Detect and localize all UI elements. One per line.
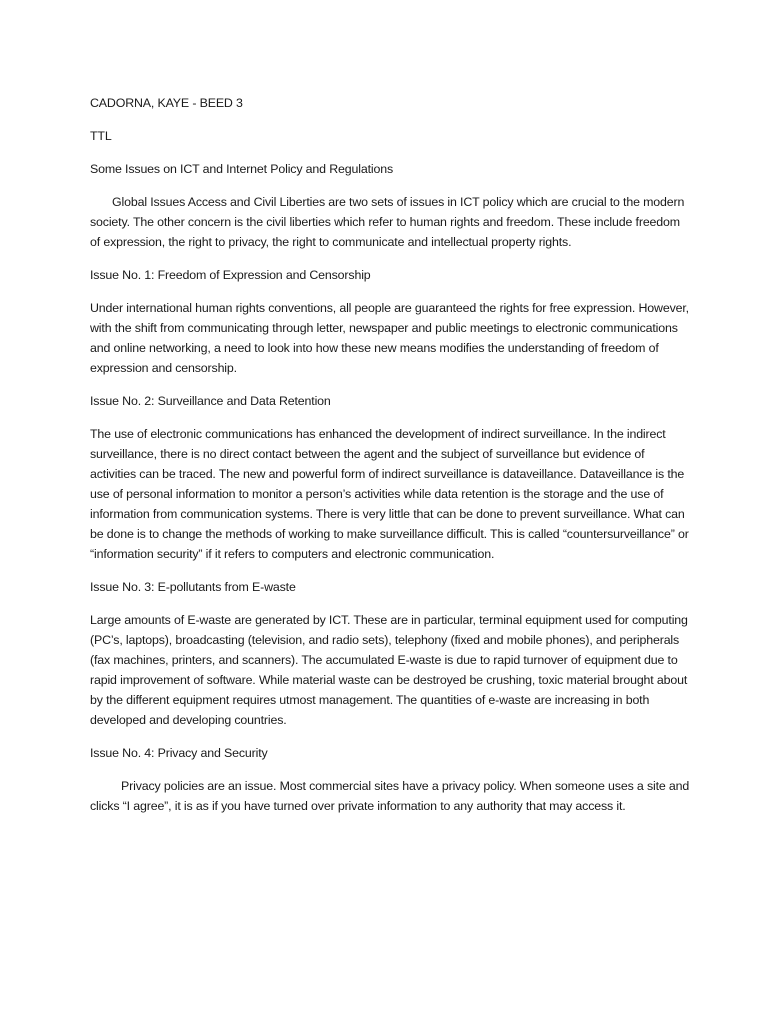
document-title: Some Issues on ICT and Internet Policy and Regulations — [90, 162, 393, 176]
issue-heading: Issue No. 3: E-pollutants from E-waste — [90, 580, 296, 594]
issue-heading: Issue No. 4: Privacy and Security — [90, 746, 268, 760]
course-line: TTL — [90, 129, 112, 143]
issue-paragraph: Under international human rights conventions, all people are guaranteed the rights for free expression. However, with the shift from communicating through letter, newspaper and public meetings to electronic communications and online networking, a need to look into how these new means modifies the understanding of freedom of expression and censorship. — [90, 301, 689, 375]
intro-paragraph: Global Issues Access and Civil Liberties are two sets of issues in ICT policy which are crucial to the modern society. The other concern is the civil liberties which refer to human rights and freedom. These include freedom of expression, the right to privacy, the right to communicate and intellectual property rights. — [90, 195, 685, 249]
document-body — [90, 93, 690, 829]
issue-heading: Issue No. 2: Surveillance and Data Retention — [90, 394, 331, 408]
issue-paragraph: Large amounts of E-waste are generated by ICT. These are in particular, terminal equipment used for computing (PC’s, laptops), broadcasting (television, and radio sets), telephony (fixed and mobile phones), and peripherals (fax machines, printers, and scanners). The accumulated E-waste is due to rapid turnover of equipment due to rapid improvement of software. While material waste can be destroyed be crushing, toxic material brought about by the different equipment requires utmost management. The quantities of e-waste are increasing in both developed and developing countries. — [90, 613, 688, 727]
author-line: CADORNA, KAYE - BEED 3 — [90, 96, 243, 110]
issue-paragraph: Privacy policies are an issue. Most commercial sites have a privacy policy. When someone uses a site and clicks “I agree”, it is as if you have turned over private information to any authority that may access it. — [90, 779, 690, 813]
issue-paragraph: The use of electronic communications has enhanced the development of indirect surveillance. In the indirect surveillance, there is no direct contact between the agent and the subject of surveillance but evidence of activities can be traced. The new and powerful form of indirect surveillance is dataveillance. Dataveillance is the use of personal information to monitor a person’s activities while data retention is the storage and the use of information from communication systems. There is very little that can be done to prevent surveillance. What can be done is to change the methods of working to make surveillance difficult. This is called “countersurveillance” or “information security” if it refers to computers and electronic communication. — [90, 427, 689, 561]
issue-heading: Issue No. 1: Freedom of Expression and Censorship — [90, 268, 371, 282]
